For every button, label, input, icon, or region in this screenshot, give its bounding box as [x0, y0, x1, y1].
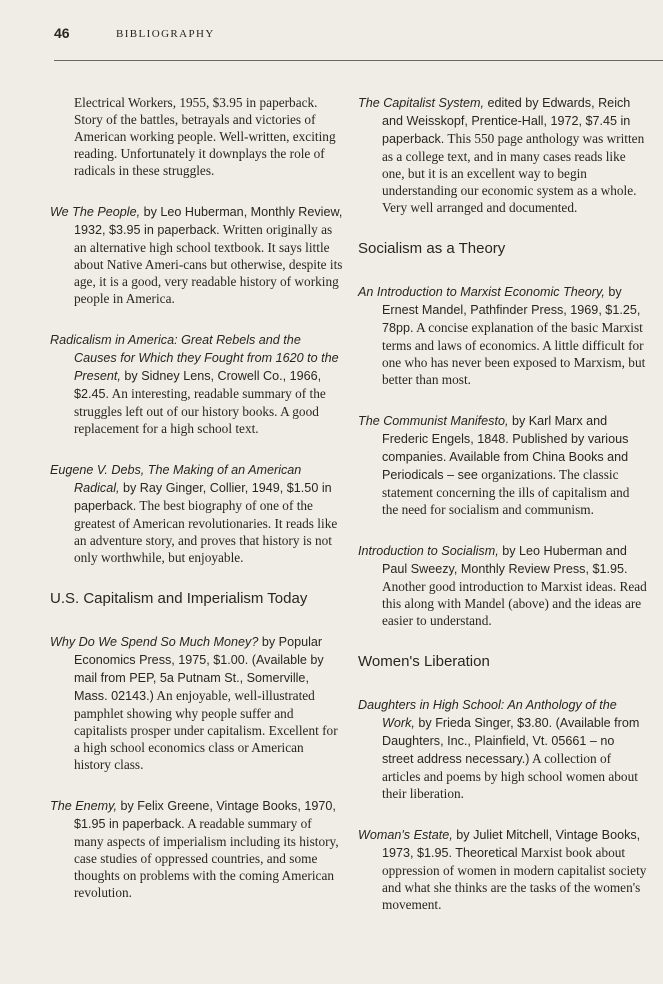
bibliography-entry [358, 542, 648, 629]
entry-byline: by Leo Huberman, Monthly Review, 1932, $3.95 in paperback. [74, 205, 343, 237]
bibliography-entry [50, 797, 343, 901]
entry-title: The Enemy, [50, 799, 117, 813]
entry-title: Radicalism in America: Great Rebels and the Causes for Which they Fought from 1620 to the Present, [50, 333, 339, 383]
bibliography-entry [358, 283, 648, 388]
entry-body: This 550 page anthology was written as a college text, and in many cases reads like one, but it is an excellent way to begin understanding our economic system as a whole. Very well arranged and documented. [382, 131, 645, 215]
entry-body: Marxist book about oppression of women in modern capitalist society and what she thinks are the tasks of the women's movement. [382, 845, 647, 912]
entry-title: The Capitalist System, [358, 96, 484, 110]
entry-byline: edited by Edwards, Reich and Weisskopf, Prentice-Hall, 1972, $7.45 in paperback. [382, 96, 631, 146]
entry-title: An Introduction to Marxist Economic Theory, [358, 285, 605, 299]
entry-body: organizations. The classic statement concerning the ills of capitalism and the need for socialism and communism. [382, 467, 630, 517]
bibliography-entry [358, 412, 648, 518]
entry-body: Electrical Workers, 1955, $3.95 in paperback. Story of the battles, betrayals and victories of American working people. Well-written, exciting reading. Unfortunately it downplays the role of radicals in these struggles. [74, 95, 336, 178]
entry-body: A readable summary of many aspects of imperialism including its history, case studies of oppressed countries, and some thoughts on problems with the coming American revolution. [74, 816, 339, 900]
entry-body: Written originally as an alternative high school textbook. It says little about Native Ameri-cans but otherwise, despite its age, it is a good, very readable history of working people in America. [74, 222, 343, 306]
entry-byline: by Sidney Lens, Crowell Co., 1966, $2.45. [74, 369, 322, 401]
bibliography-entry [50, 94, 343, 179]
bibliography-entry [50, 633, 343, 773]
entry-title: We The People, [50, 205, 141, 219]
entry-body: A collection of articles and poems by high school women about their liberation. [382, 751, 638, 801]
entry-title: Eugene V. Debs, The Making of an American Radical, [50, 463, 302, 495]
bibliography-entry [358, 826, 648, 913]
entry-byline: by Popular Economics Press, 1975, $1.00. (Available by mail from PEP, 5a Putnam St., Somerville, Mass. 02143.) [74, 635, 324, 703]
entry-title: Introduction to Socialism, [358, 544, 499, 558]
header-rule [54, 60, 663, 61]
entry-body: An enjoyable, well-illustrated pamphlet showing why people suffer and capitalists prosper under capitalism. Excellent for a high school economics class or American history class. [74, 688, 338, 772]
entry-title: Woman's Estate, [358, 828, 453, 842]
left-column [50, 94, 343, 925]
bibliography-entry [358, 94, 648, 216]
section-heading: Women's Liberation [358, 653, 490, 670]
bibliography-entry [358, 696, 648, 802]
entry-byline: by Felix Greene, Vintage Books, 1970, $1.95 in paperback. [74, 799, 336, 831]
entry-body: The best biography of one of the greatest of American revolutionaries. It reads like an adventure story, and proves that history is not only worthwhile, but enjoyable. [74, 498, 338, 565]
bibliography-entry [50, 203, 343, 307]
entry-title: Why Do We Spend So Much Money? [50, 635, 259, 649]
entry-body: A concise explanation of the basic Marxist terms and laws of economics. A little difficult for one who has never been exposed to Marxism, but better than most. [382, 320, 646, 387]
right-column [358, 94, 648, 937]
entry-byline: by Karl Marx and Frederic Engels, 1848. Published by various companies. Available from China Books and Periodicals – see [382, 414, 629, 482]
bibliography-entry [50, 461, 343, 566]
entry-byline: by Ernest Mandel, Pathfinder Press, 1969, $1.25, 78pp. [382, 285, 641, 335]
entry-title: The Communist Manifesto, [358, 414, 509, 428]
entry-byline: by Juliet Mitchell, Vintage Books, 1973, $1.95. Theoretical [382, 828, 641, 860]
entry-body: Another good introduction to Marxist ideas. Read this along with Mandel (above) and the ideas are easier to understand. [382, 579, 647, 628]
entry-title: Daughters in High School: An Anthology of the Work, [358, 698, 617, 730]
entry-byline: by Frieda Singer, $3.80. (Available from Daughters, Inc., Plainfield, Vt. 05661 – no street address necessary.) [382, 716, 640, 766]
entry-body: An interesting, readable summary of the struggles left out of our history books. A good replacement for a high school text. [74, 386, 326, 436]
entry-byline: by Leo Huberman and Paul Sweezy, Monthly Review Press, $1.95. [382, 544, 628, 576]
running-header: BIBLIOGRAPHY [116, 28, 215, 40]
section-heading: Socialism as a Theory [358, 240, 506, 257]
section-heading: U.S. Capitalism and Imperialism Today [50, 590, 308, 607]
entry-byline: by Ray Ginger, Collier, 1949, $1.50 in paperback. [74, 481, 332, 513]
bibliography-entry [50, 331, 343, 437]
page-number: 46 [54, 25, 70, 41]
